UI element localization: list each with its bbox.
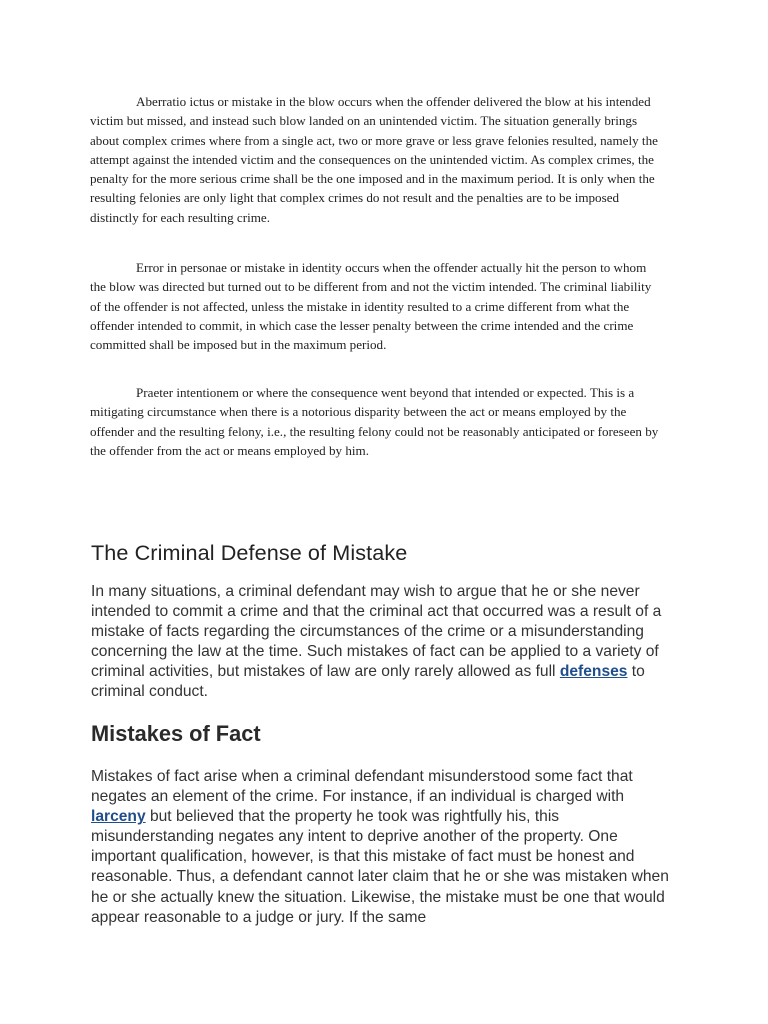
larceny-link[interactable]: larceny [91,808,146,826]
paragraph-criminal-defense-intro [91,582,671,703]
text-segment: Mistakes of fact arise when a criminal defendant misunderstood some fact that negates an element of the crime. For instance, if an individual is charged with [91,768,633,806]
defenses-link[interactable]: defenses [559,663,628,681]
paragraph-error-in-personae: Error in personae or mistake in identity occurs when the offender actually hit the person to whom the blow was directed but turned out to be different from and not the victim intended. The criminal liability of the offender is not affected, unless the mistake in identity resulted to a crime different from what the offender intended to commit, in which case the lesser penalty between the crime intended and the crime committed shall be imposed but in the maximum period. [90,260,652,353]
paragraph-praeter-intentionem: Praeter intentionem or where the consequence went beyond that intended or expected. This is a mitigating circumstance when there is a notorious disparity between the act or means employed by the offender and the resulting felony, i.e., the resulting felony could not be reasonably anticipated or foreseen by the offender from the act or means employed by him. [90,385,659,458]
text-segment: but believed that the property he took was rightfully his, this misunderstanding negates any intent to deprive another of the property. One important qualification, however, is that this mistake of fact must be honest and reasonable. Thus, a defendant cannot later claim that he or she was mistaken when he or she actually knew the situation. Likewise, the mistake must be one that would appear reasonable to a judge or jury. If the same [91,808,669,926]
text-segment: In many situations, a criminal defendant may wish to argue that he or she never intended to commit a crime and that the criminal act that occurred was a result of a mistake of facts regarding the circumstances of the crime or a misunderstanding concerning the law at the time. Such mistakes of fact can be applied to a variety of criminal activities, but mistakes of law are only rarely allowed as full [91,583,662,681]
section-heading-criminal-defense-of-mistake: The Criminal Defense of Mistake [91,540,408,565]
paragraph-aberratio-ictus: Aberratio ictus or mistake in the blow occurs when the offender delivered the blow at his intended victim but missed, and instead such blow landed on an unintended victim. The situation generally brings about complex crimes where from a single act, two or more grave or less grave felonies resulted, namely the attempt against the intended victim and the consequences on the unintended victim. As complex crimes, the penalty for the more serious crime shall be the one imposed and in the maximum period. It is only when the resulting felonies are only light that complex crimes do not result and the penalties are to be imposed distinctly for each resulting crime. [90,94,658,225]
section-heading-mistakes-of-fact: Mistakes of Fact [91,721,261,746]
paragraph-mistakes-of-fact [91,767,671,928]
text-segment: to criminal conduct. [91,663,645,701]
